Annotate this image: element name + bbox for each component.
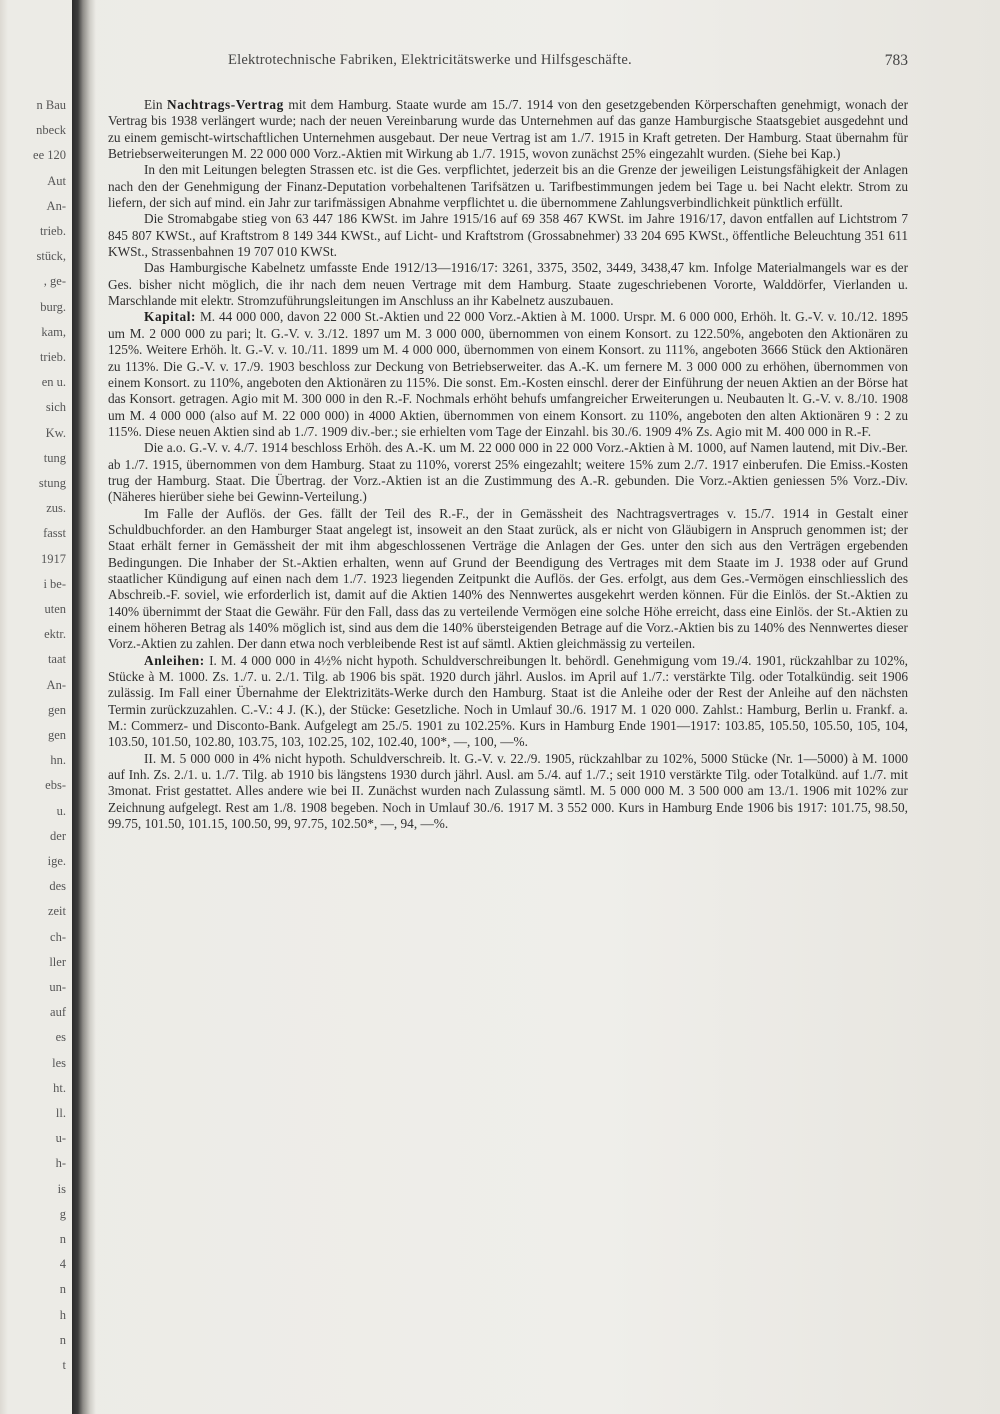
previous-page-fragment: 4 [59,1257,66,1272]
previous-page-fragment: u. [56,803,66,818]
previous-page-fragment: gen [47,702,66,717]
previous-page-fragment: i be- [43,576,66,591]
paragraph-stromabgabe: Die Stromabgabe stieg von 63 447 186 KWSt. im Jahre 1915/16 auf 69 358 467 KWSt. im Jahre 1916/17, davon entfallen auf Lichtstrom 7 845 807 KWSt., auf Kraftstrom 8 149 344 KWSt., auf Licht- und Kraftstrom (Grossabnehmer) 33 204 695 KWSt., öffentliche Beleuchtung 351 611 KWSt., Strassenbahnen 19 707 010 KWSt. [108,211,908,260]
keyword-anleihen: Anleihen: [144,652,205,668]
paragraph-aufloesung: Im Falle der Auflös. der Ges. fällt der Teil des R.-F., der in Gemässheit des Nachtragsvertrages v. 15./7. 1914 in Gestalt einer Schuldbuchforder. an den Hamburger Staat angelegt ist, insoweit an den Staat zurück, als er nicht von Gläubigern in Anspruch genommen ist; der Staat erhält ferner in Gemässheit der mit ihm abgeschlossenen Verträge die Anlagen der Ges. unter den sich aus den Verträgen ergebenden Bedingungen. Die Inhaber der St.-Aktien erhalten, wenn auf Grund der Beendigung des Vertrages mit dem Staate im J. 1938 oder auf Grund staatlicher Kündigung auf einen nach dem 1./7. 1923 liegenden Zeitpunkt die Auflös. der Ges. erfolgt, aus dem Ges.-Vermögen einschliesslich des Abschreib.-F. soviel, wie erforderlich ist, damit auf die Aktien 140% des Nennwertes ausgekehrt werden können. Für die Einlös. der St.-Aktien zu 140% übernimmt der Staat die Gewähr. Für den Fall, dass das zu verteilende Vermögen eine solche Höhe erreicht, dass eine Einlös. der St.-Aktien zu einem höheren Betrag als 140% möglich ist, sind aus dem die 140% übersteigenden Betrage auf die Vorz.-Aktien bis zu 140% des Nennwertes dieser Vorz.-Aktien zu zahlen. Der dann etwa noch verbleibende Rest ist auf sämtl. Aktien gleichmässig zu verteilen. [108,505,908,652]
previous-page-fragment: g [59,1206,66,1221]
previous-page-fragment: Kw. [45,425,66,440]
previous-page-fragment: kam, [41,324,66,339]
previous-page-fragment: trieb. [39,224,66,238]
paragraph-kapital: Kapital: M. 44 000 000, davon 22 000 St.-Aktien und 22 000 Vorz.-Aktien à M. 1000. Urspr. M. 6 000 000, Erhöh. lt. G.-V. v. 10./12. 1895 um M. 2 000 000 zu pari; lt. G.-V. v. 3./12. 1897 um M. 3 000 000, übernommen von einem Konsort. zu 122.50%, angeboten den Aktionären zu 125%. Weitere Erhöh. lt. G.-V. v. 10./11. 1899 um M. 4 000 000, übernommen von einem Konsort. zu 111%, angeboten 3666 Stück den Aktionären zu 113%. Die G.-V. v. 17./9. 1903 beschloss zur Deckung von Betriebserweiter. das A.-K. um fernere M. 3 000 000 zu erhöhen, übernommen von einem Konsort. zu 110%, angeboten den Aktionären zu 115%. Die sonst. Em.-Kosten einschl. derer der Einführung der neuen Aktien an der Börse hat das Konsort. getragen. Agio mit M. 300 000 in den R.-F. Nochmals erhöht behufs umfangreicher Erweiterungen u. Neubauten lt. G.-V. v. 8./10. 1908 um M. 4 000 000 (also auf M. 22 000 000) in 4000 Aktien, übernommen von einem Konsort. zu 110%, angeboten den alten Aktionären 9 : 2 zu 115%. Diese neuen Aktien sind ab 1./7. 1909 div.-ber.; sie erhielten vom Tage der Einzahl. bis 30./6. 1909 4% Zs. Agio mit M. 400 000 in R.-F. [108,309,908,439]
previous-page-fragment: des [49,879,66,894]
page-number: 783 [884,52,908,69]
previous-page-fragment: , ge- [43,274,66,289]
previous-page-fragment: auf [50,1005,66,1020]
previous-page-fragment: der [50,828,66,843]
previous-page-fragment: h [59,1307,66,1322]
paragraph-anleihe-ii: II. M. 5 000 000 in 4% nicht hypoth. Schuldverschreib. lt. G.-V. v. 22./9. 1905, rückzahlbar zu 102%, 5000 Stücke (Nr. 1—5000) à M. 1000 auf Inh. Zs. 2./1. u. 1./7. Tilg. ab 1910 bis längstens 1930 durch jährl. Ausl. am 5./4. auf 1./7.; seit 1910 verstärkte Tilg. oder Totalkünd. auf 1./7. mit 3monat. Frist gestattet. Alles andere wie bei II. Zunächst wurden nach Zulassung sämtl. M. 5 000 000 M. 3 500 000 am 13./1. 1906 mit 102% zur Zeichnung aufgelegt. Rest am 1./8. 1908 begeben. Noch in Umlauf 30./6. 1917 M. 3 552 000. Kurs in Hamburg Ende 1906 bis 1917: 101.75, 98.50, 99.75, 101.50, 101.15, 100.50, 99, 97.75, 102.50*, —, 94, —%. [108,750,908,832]
paragraph-go-v-1914: Die a.o. G.-V. v. 4./7. 1914 beschloss Erhöh. des A.-K. um M. 22 000 000 in 22 000 Vorz.-Aktien à M. 1000, auf Namen lautend, mit Div.-Ber. ab 1./7. 1915, übernommen von dem Hamburg. Staat zu 110%, vorerst 25% eingezahlt; weitere 15% zum 2./7. 1917 einberufen. Die Emiss.-Kosten trug der Hamburg. Staat. Die Übertrag. der Vorz.-Aktien ist an die Zustimmung des A.-R. gebunden. Die Vorz.-Aktien geniessen 5% Vorz.-Div. (Näheres hierüber siehe bei Gewinn-Verteilung.) [108,440,908,505]
previous-page-fragment: n [59,1232,66,1246]
previous-page-fragment: n Bau [36,98,66,112]
previous-page-fragment: stung [38,476,66,490]
previous-page-fragment: An- [46,198,66,213]
previous-page-fragment: ht. [53,1080,66,1095]
previous-page-fragment: ee 120 [33,148,66,163]
book-gutter [72,0,96,1414]
previous-page-fragment: en u. [41,375,66,390]
keyword-kapital: Kapital: [144,309,197,325]
previous-page-fragment: ige. [47,854,66,868]
text-column [108,97,908,832]
previous-page-fragment: es [55,1030,66,1045]
previous-page-fragment: stück, [36,249,66,264]
previous-page-fragment: ch- [50,929,66,944]
previous-page-fragment: zeit [47,904,66,919]
previous-page-fragment: hn. [50,753,66,768]
previous-page-fragment: sich [45,400,66,415]
previous-page-fragment: les [52,1055,66,1070]
previous-page-fragment: h- [55,1156,66,1171]
previous-page-fragment: n [59,1282,66,1297]
previous-page-fragment: uten [44,602,66,616]
previous-page-fragment: 1917 [41,551,66,566]
previous-page-fragment: ebs- [45,778,66,793]
previous-page-fragment: trieb. [39,350,66,364]
previous-page-fragment: An- [46,677,66,692]
previous-page-fragment: n [59,1332,66,1347]
paragraph-anleihen: Anleihen: I. M. 4 000 000 in 4½% nicht hypoth. Schuldverschreibungen lt. behördl. Genehmigung vom 19./4. 1901, rückzahlbar zu 102%, Stücke à M. 1000. Zs. 1./7. u. 2./1. Tilg. ab 1906 bis spät. 1920 durch jährl. Auslos. im April auf 1./7.: verstärkte Tilg. oder Totalkündig. seit 1906 zulässig. Im Fall einer Übernahme der Elektrizitäts-Werke durch den Hamburg. Staat ist die Anleihe oder der Rest der Anleihe auf den nächsten Termin zurückzuzahlen. C.-V.: 4 J. (K.), der Stücke: Gesetzliche. Noch in Umlauf 30./6. 1917 M. 1 020 000. Zahlst.: Hamburg, Berlin u. Frankf. a. M.: Commerz- und Disconto-Bank. Aufgelegt am 25./5. 1901 zu 102.25%. Kurs in Hamburg Ende 1901—1917: 103.85, 105.50, 105.50, 105, 104, 103.50, 101.50, 102.80, 103.75, 103, 102.25, 102, 102.40, 100*, —, 100, —%. [108,652,909,750]
previous-page-fragment: u- [55,1131,66,1146]
previous-page-fragment: t [62,1358,66,1372]
paragraph-nachtrags-vertrag: Ein Nachtrags-Vertrag mit dem Hamburg. Staate wurde am 15./7. 1914 von den gesetzgebenden Körperschaften genehmigt, wonach der Vertrag bis 1938 verlängert wurde; nach der neuen Vereinbarung wurde das Unternehmen auf das ganze Hamburgische Staatsgebiet ausgedehnt und zu einem gemischt-wirtschaftlichen Unternehmen ausgebaut. Der neue Vertrag ist am 1./7. 1915 in Kraft getreten. Der Hamburg. Staat übernahm für Betriebserweiterungen M. 22 000 000 Vorz.-Aktien mit Wirkung ab 1./7. 1915, wovon zunächst 25% eingezahlt wurden. (Siehe bei Kap.) [108,97,908,162]
previous-page-fragment: ller [49,954,66,969]
previous-page-fragment: nbeck [36,123,66,138]
previous-page-fragment: is [57,1181,66,1196]
keyword-nachtrags-vertrag: Nachtrags-Vertrag [167,97,284,112]
previous-page-fragment: Aut [47,173,66,188]
paragraph-leitungen: In den mit Leitungen belegten Strassen etc. ist die Ges. verpflichtet, jederzeit bis an die Grenze der jeweiligen Leistungsfähigkeit der Anlagen nach den der Genehmigung der Finanz-Deputation vorbehaltenen Tarifsätzen u. Tarifbestimmungen jedem bei Tage u. bei Nacht elektr. Strom zu liefern, der sich auf mind. ein Jahr zur tarifmässigen Abnahme verpflichtet u. die übernommene Zahlungsverbindlichkeit pünktlich erfüllt. [108,162,908,211]
page-header [228,52,908,74]
previous-page-fragment: gen [47,728,66,742]
previous-page-fragment: zus. [46,501,66,516]
previous-page-margin [0,90,72,1390]
previous-page-fragment: tung [43,450,66,465]
previous-page-fragment: ll. [55,1106,66,1120]
previous-page-fragment: taat [47,652,66,667]
previous-page-fragment: fasst [43,526,66,541]
previous-page-fragment: ektr. [44,627,66,642]
previous-page-fragment: un- [49,980,66,994]
paragraph-kabelnetz: Das Hamburgische Kabelnetz umfasste Ende 1912/13—1916/17: 3261, 3375, 3502, 3449, 3438,47 km. Infolge Materialmangels war es der Ges. bisher nicht möglich, die ihr nach dem neuen Vertrage mit dem Hamburg. Staate zugeschriebenen Vororte, Walddörfer, Vierlanden u. Marschlande mit elektr. Stromzuführungsleitungen im Anschluss an ihr Kabelnetz auszubauen. [108,260,908,309]
previous-page-fragment: burg. [40,299,66,314]
running-title: Elektrotechnische Fabriken, Elektricitätswerke und Hilfsgeschäfte. [228,52,632,68]
